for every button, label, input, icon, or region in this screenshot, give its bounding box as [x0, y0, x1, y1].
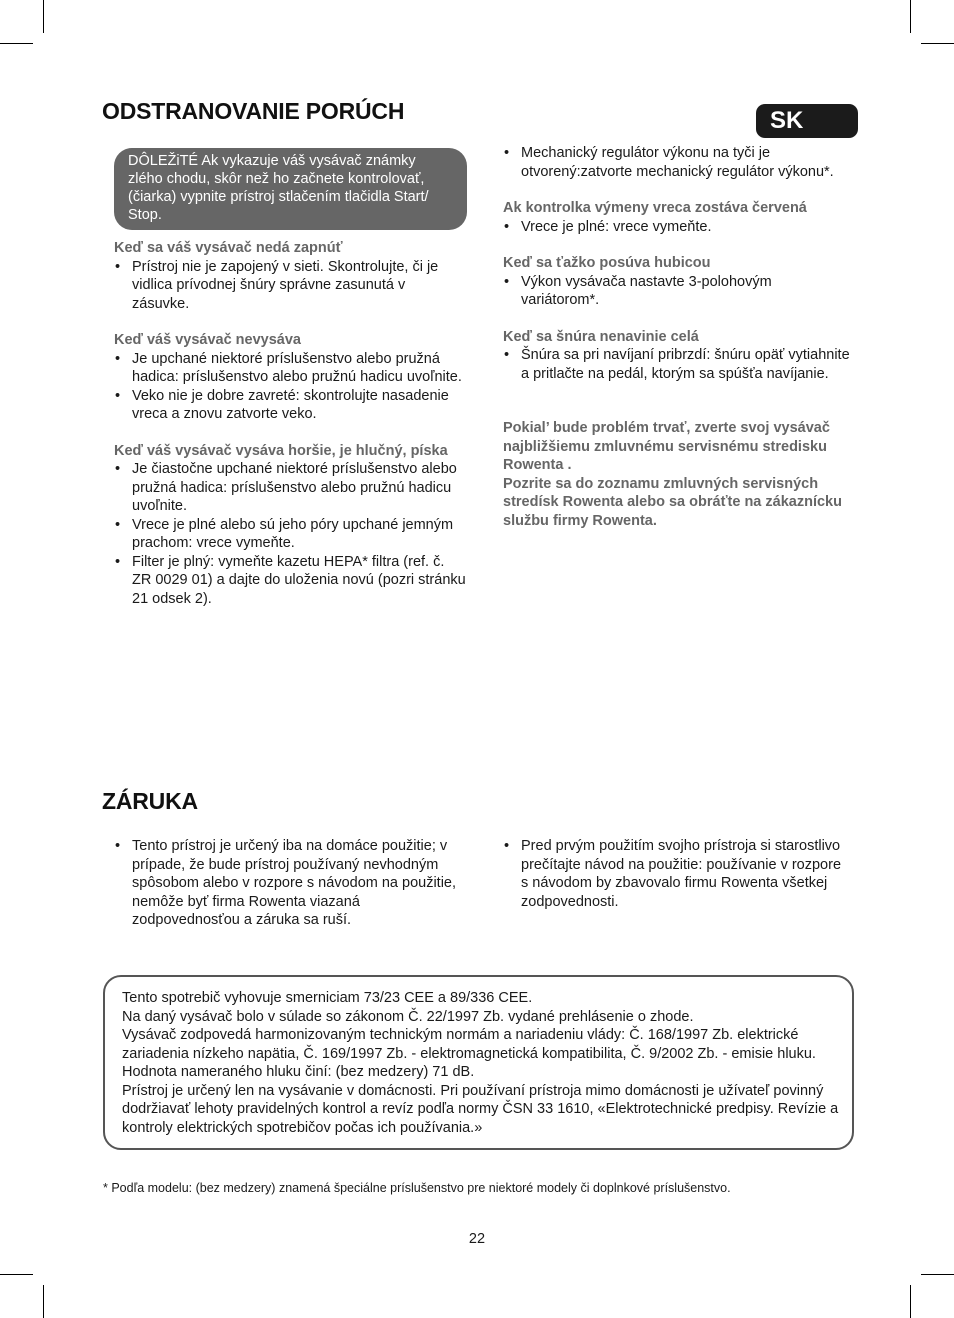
crop-mark [0, 43, 33, 44]
compliance-line: Na daný vysávač bolo v súlade so zákonom Č. 22/1997 Zb. vydané prehlásenie o zhode. [122, 1008, 694, 1025]
troubleshooting-right-column [503, 144, 853, 530]
section-heading: Keď sa šnúra nenavinie celá [503, 328, 699, 345]
compliance-line: Prístroj je určený len na vysávanie v domácnosti. Pri používaní prístroja mimo domácnosti je užívateľ povinný dodržiavať lehoty pravidelných kontrol a revíz podľa normy ČSN 33 1610, «Elektrotechnické predpisy. Revízie a kontroly elektrických spotrebičov počas ich používania.» [122, 1082, 839, 1136]
section-heading: Ak kontrolka výmeny vreca zostáva červená [503, 200, 807, 216]
list-item: • Pred prvým použitím svojho prístroja si starostlivo prečítajte návod na použitie: používanie v rozpore s návodom by zbavovalo firmu Rowenta všetkej zodpovednosti. [503, 837, 848, 911]
language-badge: SK [756, 104, 858, 138]
crop-mark [910, 1285, 911, 1318]
troubleshooting-left-column [114, 239, 466, 608]
list-item: • Filter je plný: vymeňte kazetu HEPA* filtra (ref. č. ZR 0029 01) a dajte do uloženia novú (pozri stránku 21 odsek 2). [114, 553, 466, 609]
section-heading: Keď váš vysávač vysáva horšie, je hlučný, píska [114, 442, 448, 459]
crop-mark [43, 1285, 44, 1318]
important-note: DÔLEŽiTÉ Ak vykazuje váš vysávač známky zlého chodu, skôr než ho začnete kontrolovať, (čiarka) vypnite prístroj stlačením tlačidla Start/ Stop. [114, 148, 467, 230]
page-number: 22 [468, 1231, 486, 1247]
service-note: Pokial’ bude problém trvať, zverte svoj vysávač najbližšiemu zmluvnému servisnému stredisku Rowenta . [503, 420, 830, 473]
crop-mark [921, 1274, 954, 1275]
crop-mark [0, 1274, 33, 1275]
footnote: * Podľa modelu: (bez medzery) znamená špeciálne príslušenstvo pre niektoré modely či doplnkové príslušenstvo. [103, 1181, 731, 1195]
list-item: • Veko nie je dobre zavreté: skontrolujte nasadenie vreca a znovu zatvorte veko. [114, 387, 466, 424]
list-item: • Výkon vysávača nastavte 3-polohovým variátorom*. [503, 273, 853, 310]
warranty-left-column [114, 837, 459, 930]
list-item: • Vrece je plné: vrece vymeňte. [503, 218, 853, 237]
warranty-title: ZÁRUKA [102, 788, 198, 814]
list-item: • Prístroj nie je zapojený v sieti. Skontrolujte, či je vidlica prívodnej šnúry správne zasunutá v zásuvke. [114, 258, 466, 314]
list-item: • Vrece je plné alebo sú jeho póry upchané jemným prachom: vrece vymeňte. [114, 516, 466, 553]
compliance-box [103, 975, 854, 1150]
service-note: Pozrite sa do zoznamu zmluvných servisných stredísk Rowenta alebo sa obráťte na zákaznícku službu firmy Rowenta. [503, 475, 842, 529]
list-item: • Šnúra sa pri navíjaní pribrzdí: šnúru opäť vytiahnite a pritlačte na pedál, ktorým sa spúšťa navíjanie. [503, 346, 853, 383]
crop-mark [43, 0, 44, 33]
section-heading: Keď sa ťažko posúva hubicou [503, 255, 711, 271]
section-heading: Keď váš vysávač nevysáva [114, 332, 301, 348]
list-item: • Mechanický regulátor výkonu na tyči je otvorený:zatvorte mechanický regulátor výkonu*. [503, 144, 853, 181]
list-item: • Je upchané niektoré príslušenstvo alebo pružná hadica: príslušenstvo alebo pružnú hadicu uvoľnite. [114, 350, 466, 387]
warranty-right-column [503, 837, 848, 911]
crop-mark [910, 0, 911, 33]
crop-mark [921, 43, 954, 44]
compliance-line: Vysávač zodpovedá harmonizovaným technickým normám a nariadeniu vlády: Č. 168/1997 Zb. elektrické zariadenia nízkeho napätia, Č. 169/1997 Zb. - elektromagnetická kompatibilita, Č. 9/2002 Zb. - emisie hluku. Hodnota nameraného hluku činí: (bez medzery) 71 dB. [122, 1027, 816, 1080]
list-item: • Je čiastočne upchané niektoré príslušenstvo alebo pružná hadica: príslušenstvo alebo pružnú hadicu uvoľnite. [114, 460, 466, 516]
page-title: ODSTRANOVANIE PORÚCH [102, 98, 405, 124]
compliance-line: Tento spotrebič vyhovuje smerniciam 73/23 CEE a 89/336 CEE. [122, 990, 533, 1006]
list-item: • Tento prístroj je určený iba na domáce použitie; v prípade, že bude prístroj používaný nevhodným spôsobom alebo v rozpore s návodom na použitie, nemôže byť firma Rowenta viazaná zodpovednosťou a záruka sa ruší. [114, 837, 459, 930]
section-heading: Keď sa váš vysávač nedá zapnúť [114, 240, 343, 256]
